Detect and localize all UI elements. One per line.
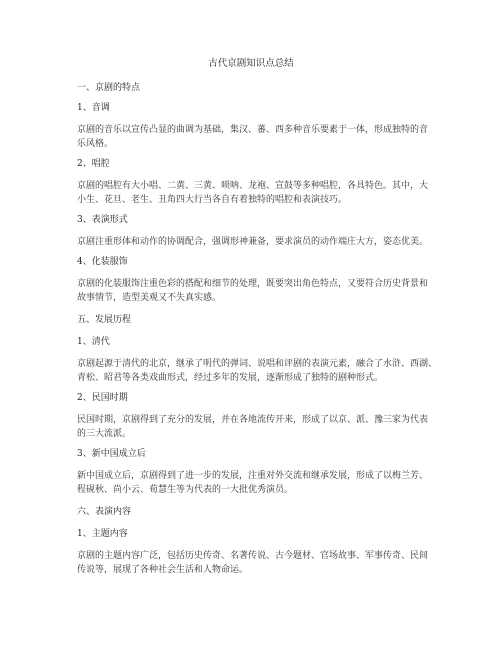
paragraph-line: 民国时期，京剧得到了充分的发展，并在各地流传开来，形成了以京、派、豫三家为代表 [77, 415, 429, 425]
paragraph-line: 京剧注重形体和动作的协调配合，强调形神兼备，要求演员的动作端庄大方，姿态优美。 [77, 237, 429, 247]
subheading-republic: 2、民国时期 [77, 393, 128, 403]
subheading-costume: 4、化装服饰 [77, 257, 128, 267]
subheading-new-china: 3、新中国成立后 [77, 449, 146, 459]
paragraph-line: 乐风格。 [77, 139, 114, 149]
paragraph-line: 程砚秋、尚小云、荀慧生等为代表的一大批优秀演员。 [77, 485, 294, 495]
paragraph-line: 故事情节，造型美观又不失真实感。 [77, 293, 222, 303]
paragraph-line: 青松、昭君等各类戏曲形式，经过多年的发展，逐渐形成了独特的剧种形式。 [77, 373, 384, 383]
paragraph-line: 京剧的主题内容广泛，包括历史传奇、名著传说、古今题材、官场故事、军事传奇、民间 [77, 551, 429, 561]
subheading-theme: 1、主题内容 [77, 529, 128, 539]
subheading-performance: 3、表演形式 [77, 215, 128, 225]
paragraph-line: 传说等，展现了各种社会生活和人物命运。 [77, 565, 249, 575]
paragraph-line: 小生、花旦、老生、丑角四大行当各自有着独特的唱腔和表演技巧。 [77, 195, 348, 205]
paragraph-line: 京剧的化装服饰注重色彩的搭配和细节的处理，既要突出角色特点，又要符合历史背景和 [77, 279, 429, 289]
section-heading-history: 五、发展历程 [77, 315, 132, 325]
paragraph-line: 京剧起源于清代的北京，继承了明代的弹词、说唱和评剧的表演元素，融合了水浒、西湖、 [77, 359, 438, 369]
page-title: 古代京剧知识点总结 [208, 58, 294, 69]
subheading-tone: 1、音调 [77, 103, 110, 113]
section-heading-features: 一、京剧的特点 [77, 83, 141, 93]
subheading-qing: 1、清代 [77, 337, 110, 347]
subheading-singing: 2、唱腔 [77, 159, 110, 169]
paragraph-line: 京剧的音乐以宣传凸显的曲调为基础，集汉、蕃、西多种音乐要素于一体，形成独特的音 [77, 125, 429, 135]
section-heading-content: 六、表演内容 [77, 507, 132, 517]
paragraph-line: 新中国成立后，京剧得到了进一步的发展，注重对外交流和继承发展，形成了以梅兰芳、 [77, 471, 429, 481]
paragraph-line: 的三大流派。 [77, 429, 132, 439]
paragraph-line: 京剧的唱腔有大小唱、二黄、三黄、唢呐、龙袍、宣鼓等多种唱腔，各具特色。其中，大 [77, 181, 429, 191]
